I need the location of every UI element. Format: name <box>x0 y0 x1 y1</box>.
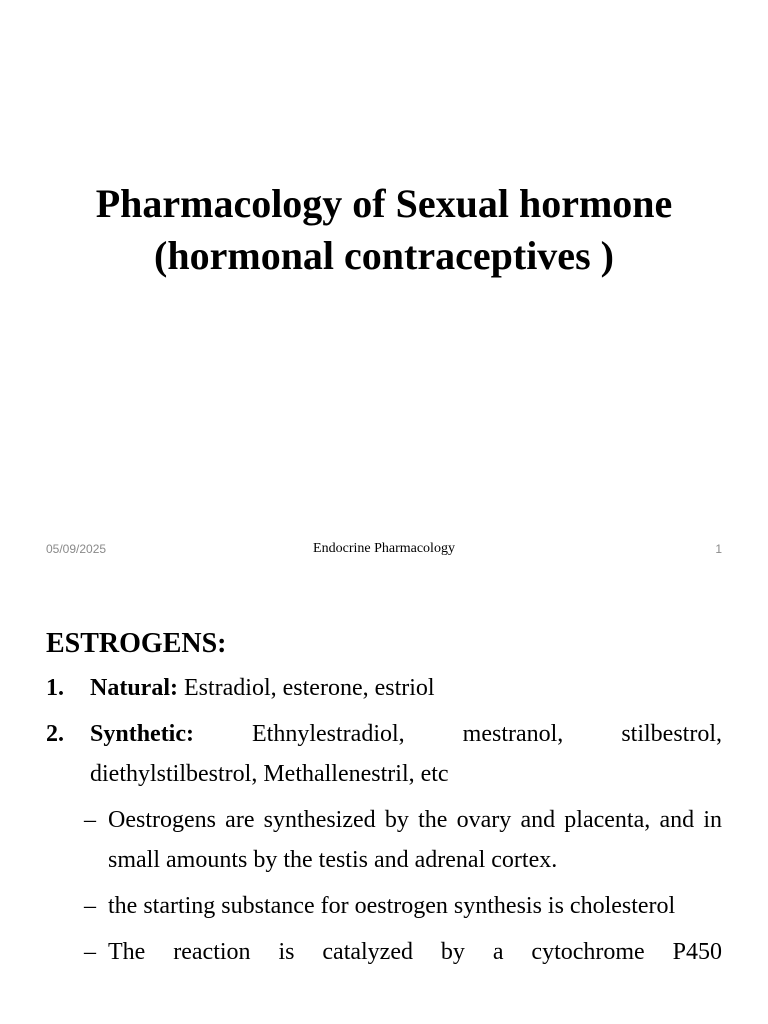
item-text: Estradiol, esterone, estriol <box>177 675 435 701</box>
bullet-text: Oestrogens are synthesized by the ovary and placenta, and in small amounts by the testis and adrenal cortex. <box>108 807 722 873</box>
footer-course-name: Endocrine Pharmacology <box>313 541 455 556</box>
bullet-text: The reaction is catalyzed by a cytochrome P450 <box>108 939 722 965</box>
item-number: 1. <box>46 675 64 701</box>
item-label: Synthetic: <box>90 721 194 747</box>
slide-title <box>40 178 728 282</box>
numbered-item <box>46 714 722 794</box>
bullet-item <box>46 932 722 972</box>
section-heading: ESTROGENS: <box>46 628 227 659</box>
slide-title-line-2: (hormonal contraceptives ) <box>154 233 614 278</box>
bullet-item <box>46 886 722 926</box>
slide-title-line-1: Pharmacology of Sexual hormone <box>95 181 673 226</box>
dash-bullet: – <box>84 893 96 919</box>
item-text: Ethnylestradiol, mestranol, stilbestrol, diethylstilbestrol, Methallenestril, etc <box>90 721 722 787</box>
dash-bullet: – <box>84 807 96 833</box>
slide-content <box>46 626 722 978</box>
item-number: 2. <box>46 721 64 747</box>
numbered-item <box>46 668 722 708</box>
item-label: Natural: <box>90 675 178 701</box>
dash-bullet: – <box>84 939 96 965</box>
footer-date: 05/09/2025 <box>46 542 107 556</box>
slide-2 <box>0 576 768 1024</box>
bullet-text: the starting substance for oestrogen synthesis is cholesterol <box>108 893 676 919</box>
bullet-item <box>46 800 722 880</box>
bullet-list <box>46 800 722 972</box>
footer-page-number: 1 <box>715 542 722 556</box>
